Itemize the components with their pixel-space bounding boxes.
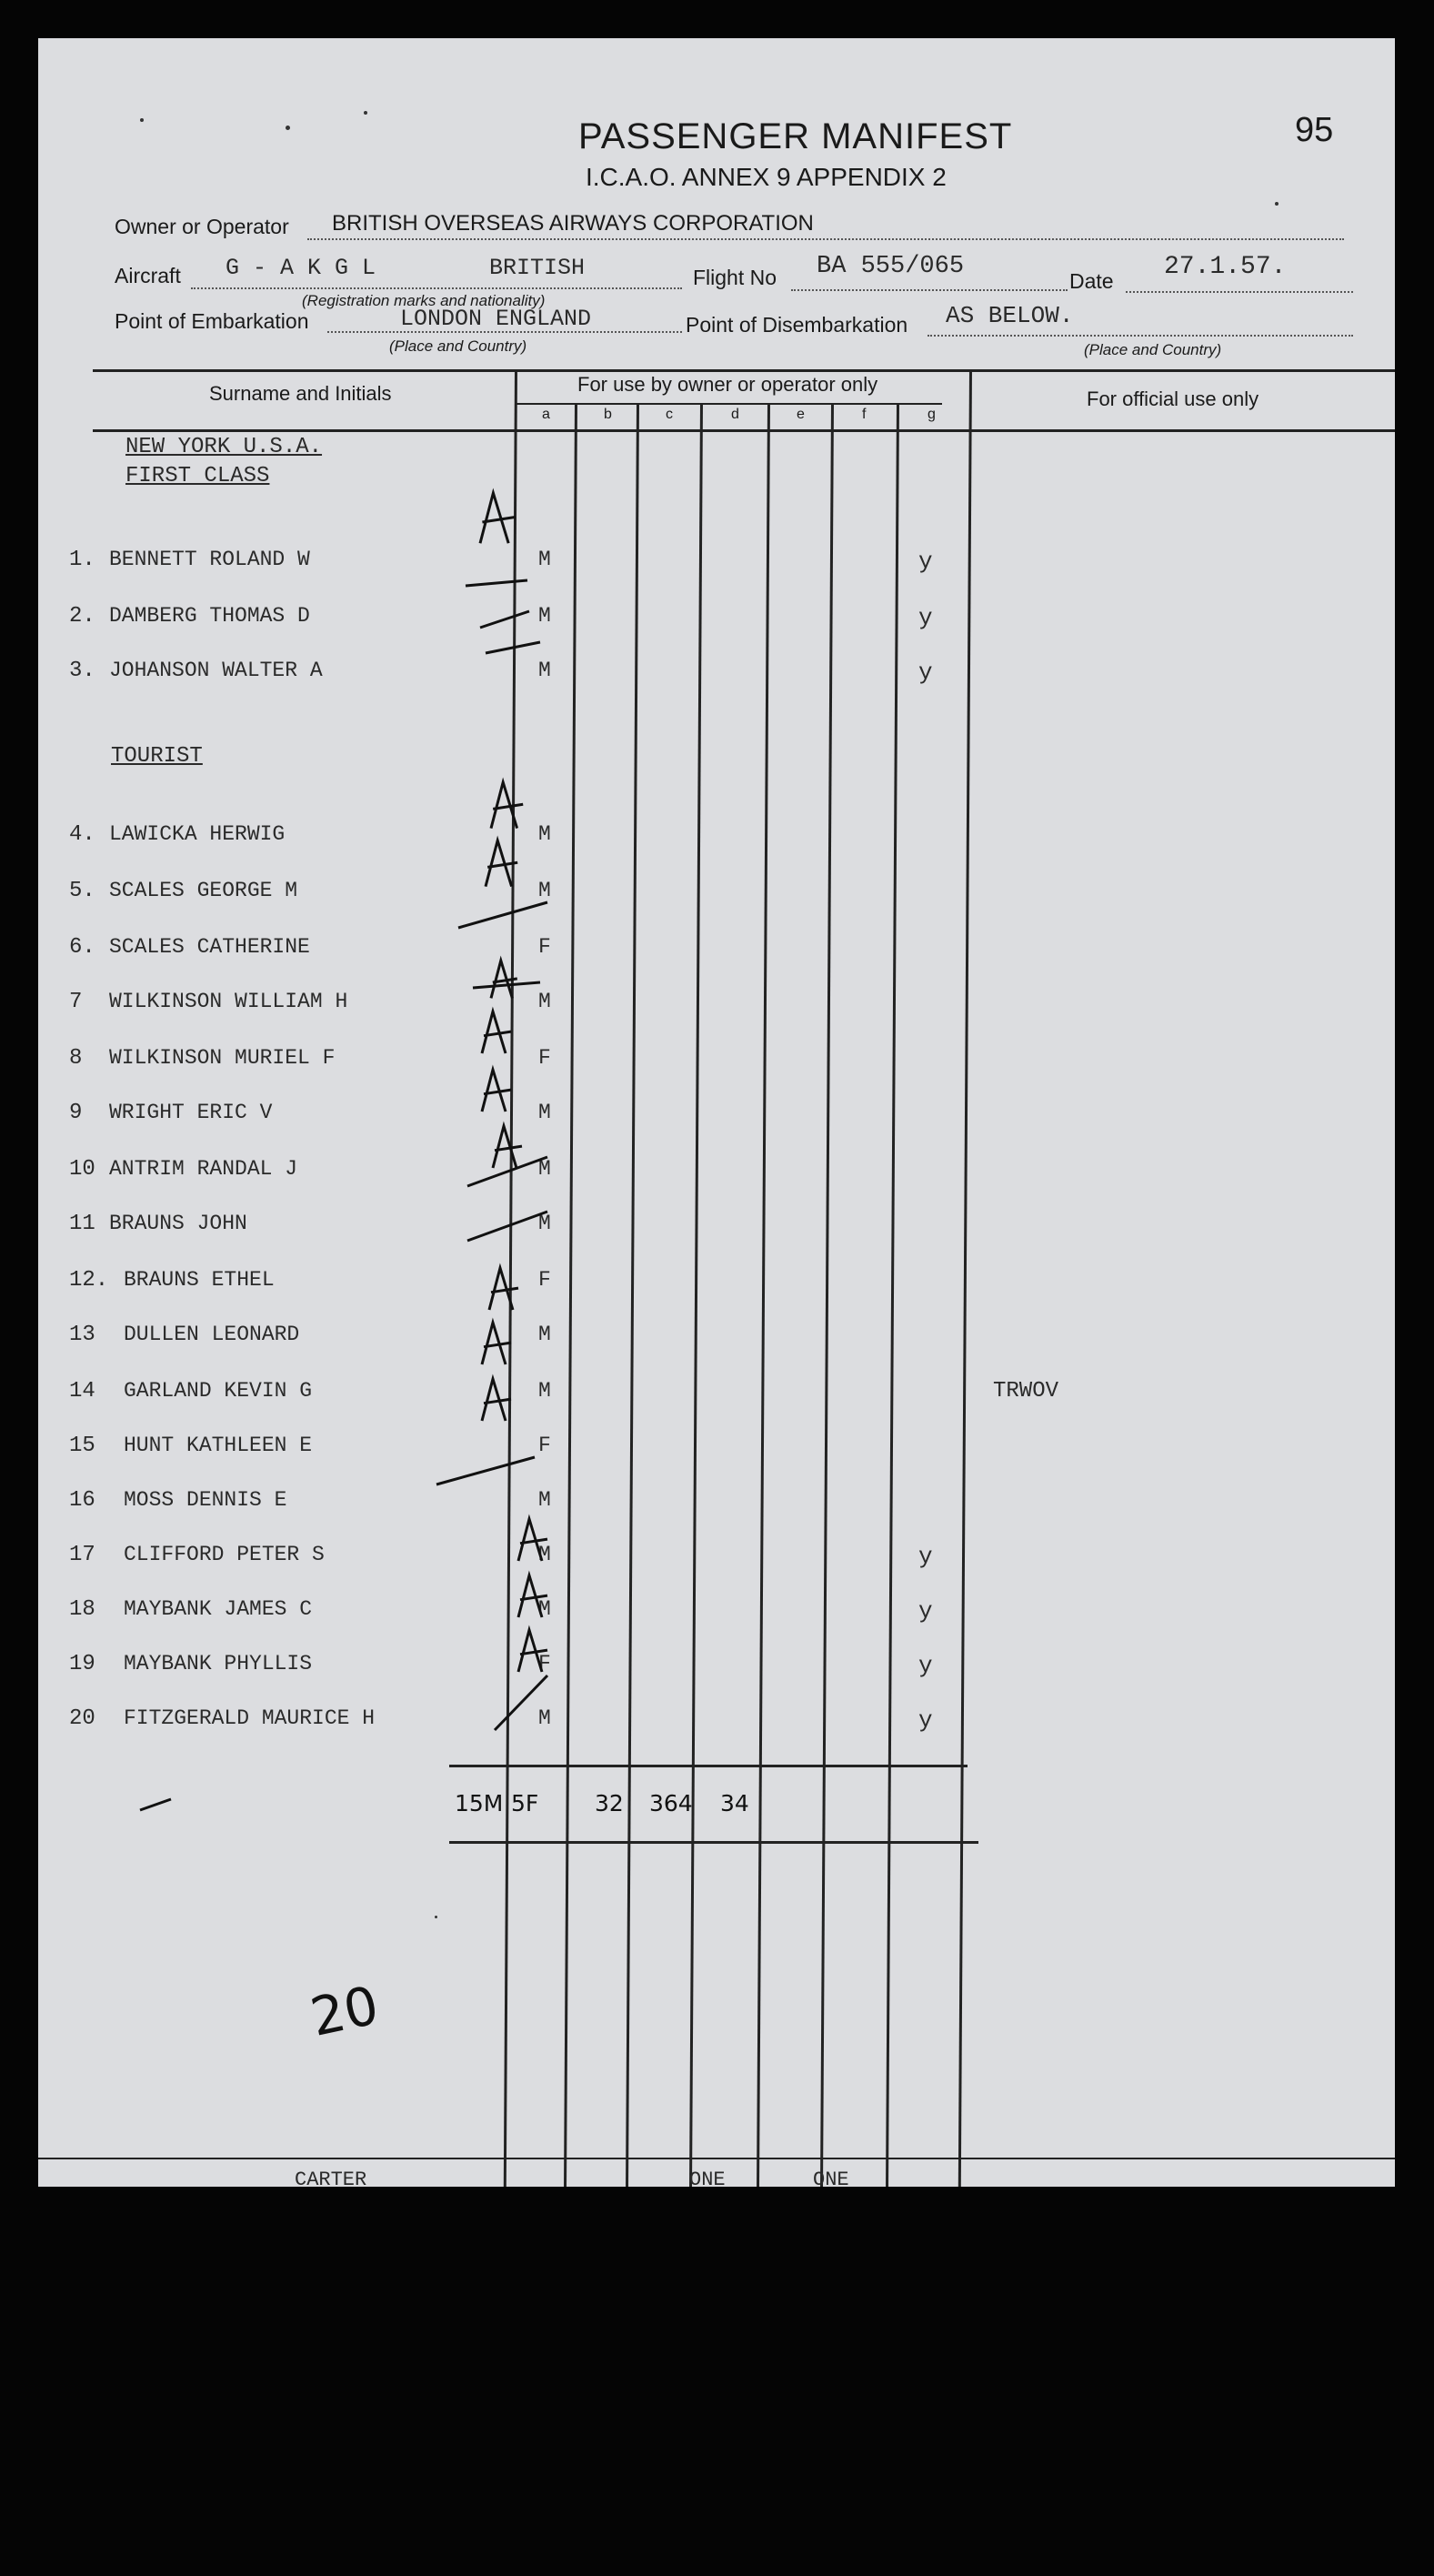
subcolumn-label-c: c [666, 407, 673, 422]
passenger-number: 13 [69, 1323, 95, 1347]
passenger-number: 8 [69, 1046, 83, 1071]
subcolumn-label-g: g [928, 407, 936, 422]
passenger-name: MOSS DENNIS E [124, 1488, 287, 1512]
passenger-name: FITZGERALD MAURICE H [124, 1706, 376, 1730]
passenger-number: 9 [69, 1101, 83, 1125]
date-label: Date [1069, 269, 1114, 293]
handwritten-a-mark [518, 1575, 547, 1617]
strike-line [467, 1157, 547, 1186]
passenger-name: BRAUNS ETHEL [124, 1268, 275, 1292]
passenger-name: MAYBANK JAMES C [124, 1597, 313, 1621]
disembarkation-note: (Place and Country) [1084, 341, 1222, 358]
footer-fragment-left: CARTER [295, 2170, 367, 2185]
passenger-column-g: y [918, 604, 933, 631]
manifest-page [38, 38, 1395, 2187]
passenger-sex: M [538, 1323, 551, 1346]
total-d: 34 [720, 1790, 749, 1816]
passenger-number: 12. [69, 1268, 109, 1293]
handwritten-a-mark [518, 1519, 547, 1561]
strike-line [436, 1457, 535, 1484]
footer-fragment-mid: ONE [689, 2170, 726, 2185]
flight-value: BA 555/065 [817, 253, 965, 280]
subcolumn-label-e: e [797, 407, 805, 422]
passenger-name: DAMBERG THOMAS D [109, 604, 310, 628]
passenger-name: DULLEN LEONARD [124, 1323, 300, 1346]
passenger-sex: M [538, 990, 551, 1013]
handwritten-a-mark [493, 1126, 522, 1168]
passenger-number: 17 [69, 1543, 95, 1567]
handwritten-a-mark [491, 961, 517, 998]
passenger-name: GARLAND KEVIN G [124, 1379, 313, 1403]
passenger-sex: M [538, 548, 551, 571]
handwritten-a-mark [489, 1268, 518, 1310]
handwritten-a-mark [480, 493, 515, 543]
passenger-name: LAWICKA HERWIG [109, 822, 286, 846]
section-destination: NEW YORK U.S.A. [125, 435, 323, 459]
section-first-class: FIRST CLASS [125, 464, 270, 488]
passenger-column-g: y [918, 659, 933, 686]
flight-label: Flight No [693, 266, 777, 289]
passenger-number: 1. [69, 548, 95, 572]
passenger-name: SCALES GEORGE M [109, 879, 298, 902]
handwritten-a-mark [518, 1630, 547, 1672]
subcolumn-label-f: f [862, 407, 867, 422]
passenger-sex: M [538, 1101, 551, 1124]
passenger-name: HUNT KATHLEEN E [124, 1434, 313, 1457]
aircraft-nationality: BRITISH [489, 255, 586, 281]
passenger-number: 11 [69, 1212, 95, 1236]
handwritten-a-mark [491, 782, 523, 829]
passenger-sex: M [538, 604, 551, 628]
handwritten-a-mark [482, 1323, 511, 1364]
passenger-number: 6. [69, 935, 95, 960]
handwritten-marks [38, 38, 1395, 2187]
aircraft-note: (Registration marks and nationality) [302, 292, 546, 309]
subcolumn-label-a: a [542, 407, 550, 422]
strike-line [486, 642, 540, 653]
passenger-sex: M [538, 1212, 551, 1235]
aircraft-registration: G - A K G L [226, 255, 376, 281]
passenger-sex: M [538, 1543, 551, 1566]
embarkation-note: (Place and Country) [389, 337, 527, 355]
passenger-column-g: y [918, 1706, 933, 1734]
handwritten-a-mark [482, 1011, 511, 1053]
passenger-sex: F [538, 1434, 551, 1457]
passenger-name: BRAUNS JOHN [109, 1212, 247, 1235]
footer-fragment-right: ONE [813, 2170, 849, 2185]
passenger-name: CLIFFORD PETER S [124, 1543, 325, 1566]
date-value: 27.1.57. [1164, 253, 1287, 281]
disembarkation-label: Point of Disembarkation [686, 313, 908, 337]
total-c: 364 [649, 1790, 693, 1816]
column-header-names: Surname and Initials [209, 382, 392, 405]
column-header-operator: For use by owner or operator only [577, 373, 878, 396]
handwritten-a-mark [482, 1070, 511, 1112]
passenger-name: ANTRIM RANDAL J [109, 1157, 298, 1181]
passenger-sex: M [538, 1379, 551, 1403]
strike-line [467, 1212, 547, 1241]
passenger-sex: M [538, 1488, 551, 1512]
strike-line [466, 580, 527, 586]
page-number: 95 [1295, 111, 1334, 149]
total-males: 15M [455, 1790, 504, 1816]
passenger-name: JOHANSON WALTER A [109, 659, 323, 682]
passenger-sex: M [538, 1597, 551, 1621]
passenger-number: 19 [69, 1652, 95, 1676]
owner-label: Owner or Operator [115, 215, 289, 238]
passenger-column-g: y [918, 1652, 933, 1679]
passenger-number: 10 [69, 1157, 95, 1182]
handwritten-a-mark [482, 1379, 511, 1421]
subcolumn-label-b: b [604, 407, 612, 422]
embarkation-label: Point of Embarkation [115, 309, 309, 333]
passenger-sex: F [538, 935, 551, 959]
total-b: 32 [595, 1790, 624, 1816]
passenger-number: 7 [69, 990, 83, 1014]
passenger-number: 5. [69, 879, 95, 903]
passenger-number: 15 [69, 1434, 95, 1458]
aircraft-label: Aircraft [115, 264, 181, 287]
page-title: PASSENGER MANIFEST [578, 116, 1013, 156]
column-header-official: For official use only [1087, 387, 1259, 410]
strike-line [480, 611, 529, 628]
passenger-name: WRIGHT ERIC V [109, 1101, 273, 1124]
page-subtitle: I.C.A.O. ANNEX 9 APPENDIX 2 [586, 163, 947, 191]
passenger-column-g: y [918, 548, 933, 575]
scanner-background [0, 2187, 1434, 2576]
handwritten-a-mark [486, 840, 517, 887]
passenger-name: WILKINSON WILLIAM H [109, 990, 348, 1013]
passenger-column-g: y [918, 1543, 933, 1570]
passenger-sex: F [538, 1046, 551, 1070]
passenger-name: MAYBANK PHYLLIS [124, 1652, 313, 1675]
passenger-column-g: y [918, 1597, 933, 1625]
passenger-number: 2. [69, 604, 95, 629]
passenger-sex: M [538, 822, 551, 846]
passenger-number: 20 [69, 1706, 95, 1731]
strike-line [140, 1799, 171, 1810]
strike-line [495, 1675, 547, 1730]
strike-line [458, 902, 547, 928]
owner-value: BRITISH OVERSEAS AIRWAYS CORPORATION [332, 211, 814, 236]
passenger-official-note: TRWOV [993, 1379, 1059, 1404]
passenger-sex: F [538, 1268, 551, 1292]
passenger-sex: M [538, 879, 551, 902]
disembarkation-value: AS BELOW. [946, 302, 1074, 329]
passenger-sex: M [538, 1706, 551, 1730]
passenger-sex: M [538, 659, 551, 682]
passenger-name: WILKINSON MURIEL F [109, 1046, 336, 1070]
section-tourist: TOURIST [111, 744, 203, 769]
passenger-number: 18 [69, 1597, 95, 1622]
passenger-number: 14 [69, 1379, 95, 1404]
subcolumn-label-d: d [731, 407, 739, 422]
passenger-sex: F [538, 1652, 551, 1675]
passenger-number: 4. [69, 822, 95, 847]
handwritten-passenger-count: 20 [305, 1974, 385, 2048]
total-females: 5F [511, 1790, 539, 1816]
passenger-name: BENNETT ROLAND W [109, 548, 310, 571]
embarkation-value: LONDON ENGLAND [400, 306, 592, 332]
passenger-sex: M [538, 1157, 551, 1181]
passenger-number: 16 [69, 1488, 95, 1513]
passenger-number: 3. [69, 659, 95, 683]
passenger-name: SCALES CATHERINE [109, 935, 310, 959]
